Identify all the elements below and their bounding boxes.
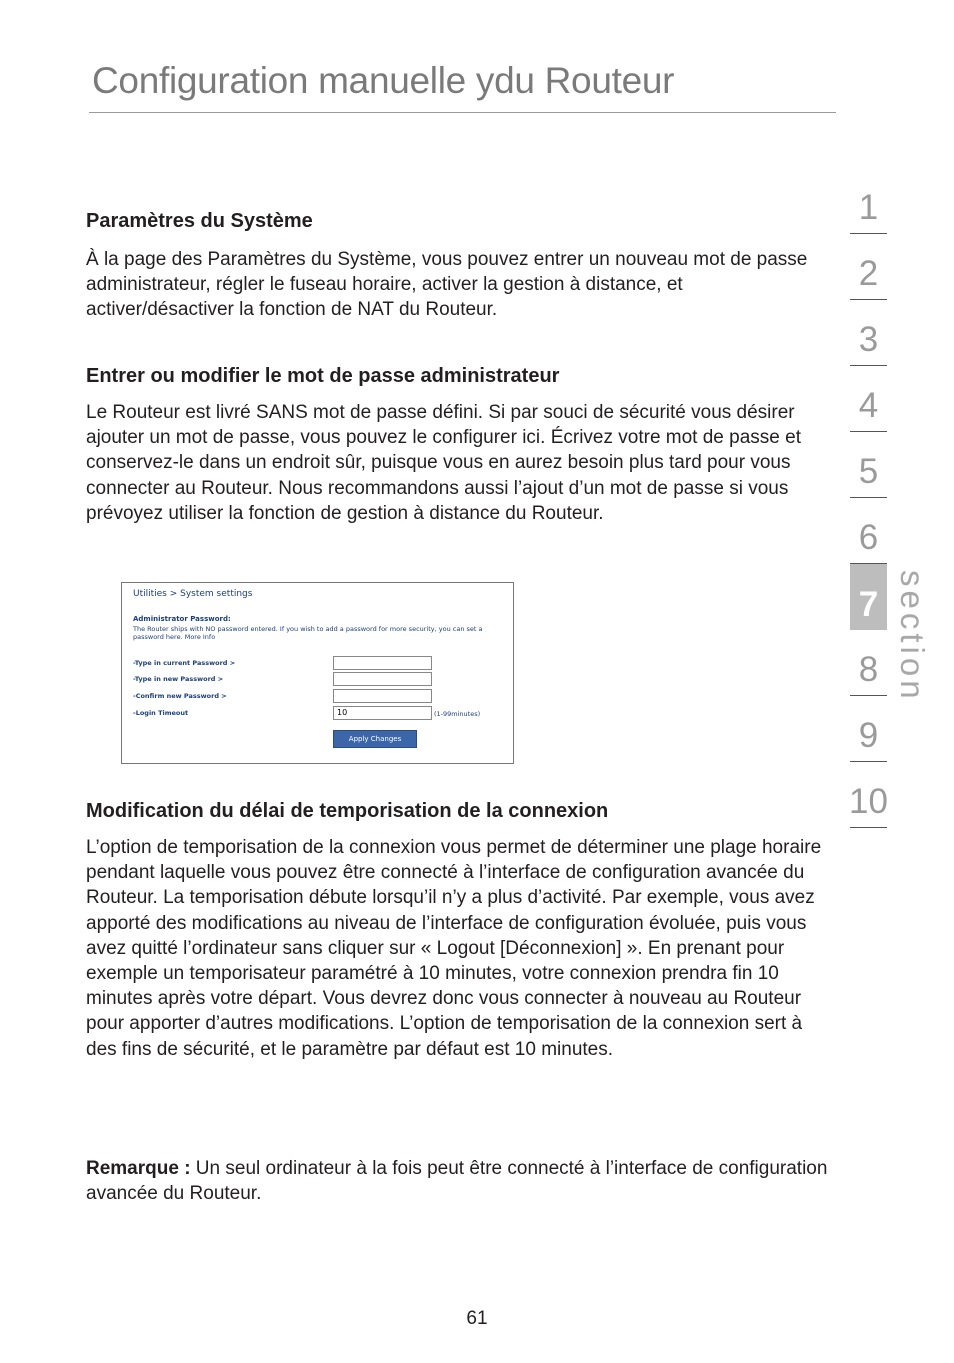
paragraph-admin-password: Le Routeur est livré SANS mot de passe défini. Si par souci de sécurité vous désirer ajouter un mot de passe, vous pouvez le configurer ici. Écrivez votre mot de passe et conservez-le dans un endroit sûr, puisque vous en aurez besoin plus tard pour vous connecter au Routeur. Nous recommandons aussi l’ajout d’un mot de passe si vous prévoyez utiliser la fonction de gestion à distance du Routeur.: [86, 402, 801, 524]
heading-login-timeout: Modification du délai de temporisation de la connexion: [86, 800, 609, 822]
current-password-input[interactable]: [333, 656, 432, 670]
confirm-password-label: -Confirm new Password >: [133, 692, 227, 700]
new-password-label: -Type in new Password >: [133, 675, 224, 683]
section-tab-9[interactable]: 9: [850, 696, 887, 762]
paragraph-system-settings: À la page des Paramètres du Système, vous pouvez entrer un nouveau mot de passe administrateur, régler le fuseau horaire, activer la gestion à distance, et activer/désactiver la fonction de NAT du Routeur.: [86, 249, 808, 321]
section-tab-4[interactable]: 4: [850, 366, 887, 432]
note-label: Remarque :: [86, 1158, 191, 1179]
section-tab-1[interactable]: 1: [850, 168, 887, 234]
heading-admin-password: Entrer ou modifier le mot de passe administrateur: [86, 365, 560, 387]
note-paragraph: [86, 1156, 831, 1206]
section-tab-6[interactable]: 6: [850, 498, 887, 564]
screenshot-description: The Router ships with NO password entered. If you wish to add a password for more security, you can set a password here. More Info: [133, 625, 483, 641]
page-number: 61: [466, 1308, 488, 1329]
section-tab-5[interactable]: 5: [850, 432, 887, 498]
screenshot-breadcrumb: Utilities > System settings: [133, 589, 253, 599]
screenshot-subtitle: Administrator Password:: [133, 615, 231, 623]
section-label: section: [894, 570, 931, 703]
new-password-input[interactable]: [333, 672, 432, 686]
section-tab-8[interactable]: 8: [850, 630, 887, 696]
system-settings-screenshot: [121, 582, 514, 764]
confirm-password-input[interactable]: [333, 689, 432, 703]
paragraph-login-timeout: L’option de temporisation de la connexion vous permet de déterminer une plage horaire pendant laquelle vous pouvez être connecté à l’interface de configuration avancée du Routeur. La temporisation débute lorsqu’il n’y a plus d’activité. Par exemple, vous avez apporté des modifications au niveau de l’interface de configuration évoluée, puis vous avez quitté l’ordinateur sans cliquer sur « Logout [Déconnexion] ». En prenant pour exemple un temporisateur paramétré à 10 minutes, votre connexion prendra fin 10 minutes après votre départ. Vous devrez donc vous connecter à nouveau au Routeur pour apporter d’autres modifications. L’option de temporisation de la connexion sert à des fins de sécurité, et le paramètre par défaut est 10 minutes.: [86, 837, 822, 1060]
page-title: Configuration manuelle ydu Routeur: [92, 60, 675, 101]
title-divider: [89, 112, 836, 113]
section-tab-3[interactable]: 3: [850, 300, 887, 366]
login-timeout-label: -Login Timeout: [133, 709, 189, 717]
section-tab-2[interactable]: 2: [850, 234, 887, 300]
login-timeout-input[interactable]: 10: [333, 706, 432, 720]
apply-changes-button[interactable]: Apply Changes: [333, 730, 417, 748]
section-tab-7-active[interactable]: 7: [850, 564, 887, 630]
timeout-hint: (1-99minutes): [434, 710, 481, 718]
heading-system-settings: Paramètres du Système: [86, 210, 313, 232]
current-password-label: -Type in current Password >: [133, 659, 236, 667]
section-tab-10[interactable]: 10: [850, 762, 887, 828]
note-text: Un seul ordinateur à la fois peut être connecté à l’interface de configuration avancée du Routeur.: [86, 1158, 828, 1205]
